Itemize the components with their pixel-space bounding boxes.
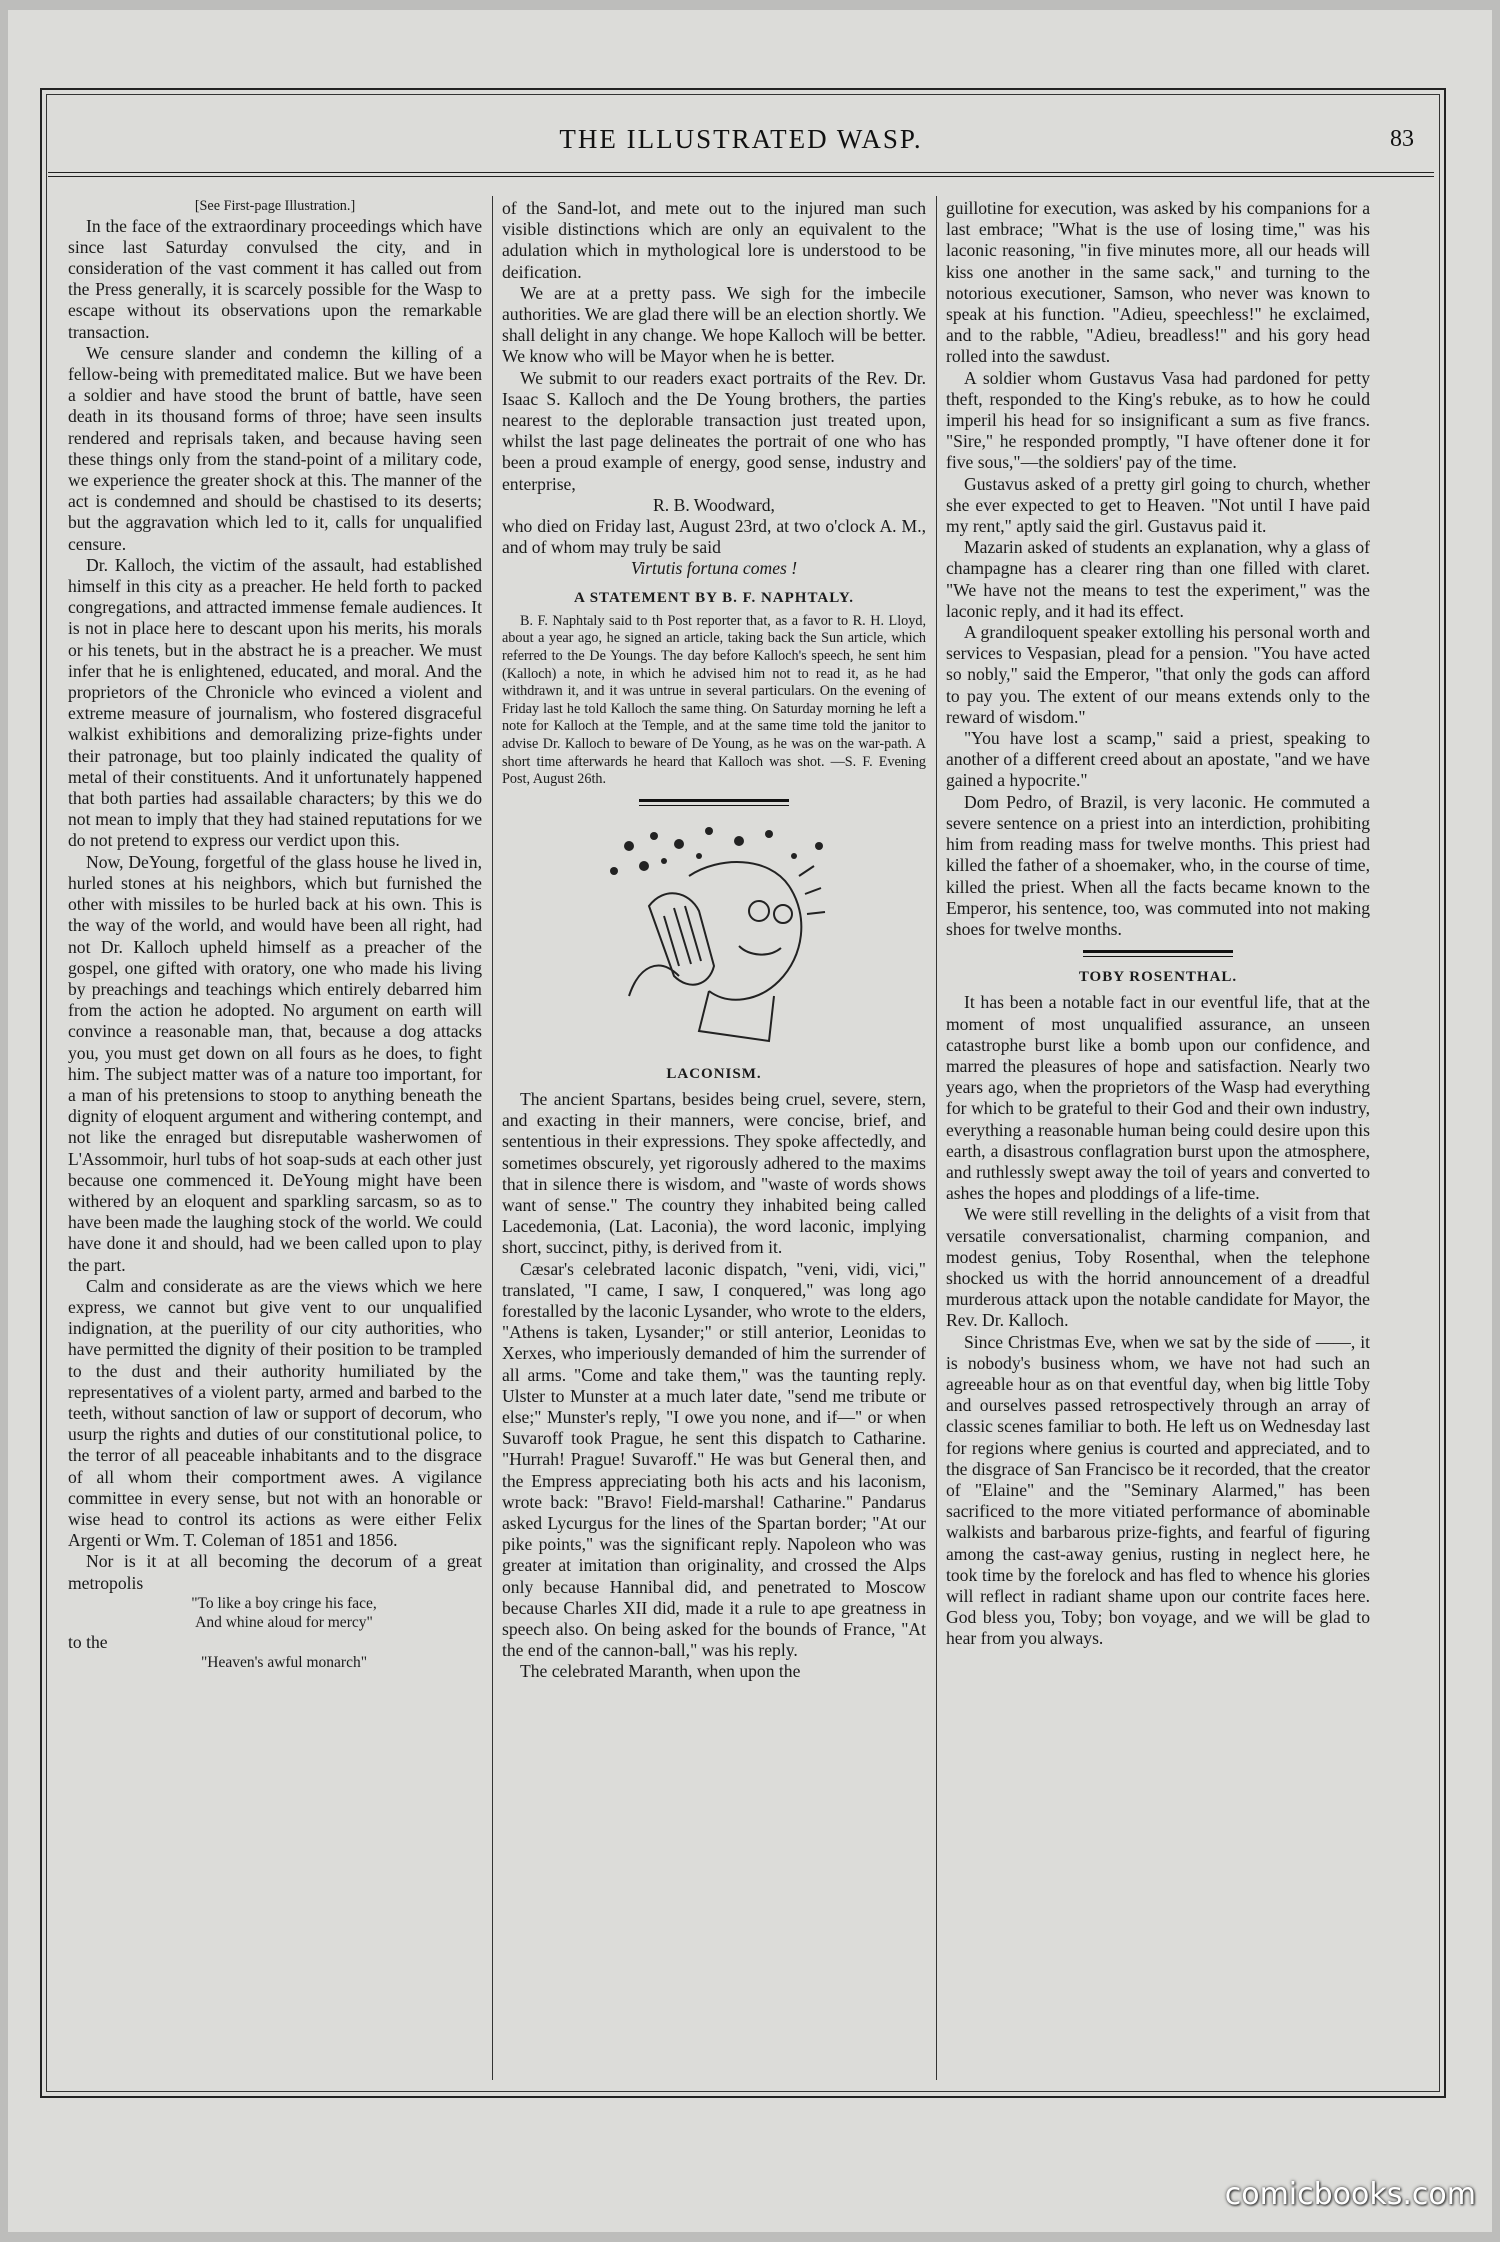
column-3 bbox=[946, 198, 1370, 2078]
latin-motto: Virtutis fortuna comes ! bbox=[630, 558, 798, 579]
paragraph: Since Christmas Eve, when we sat by the side of ——, it is nobody's business whom, we have not had such an agreeable hour as on that eventful day, when big little Toby and ourselves passed retrospectively through an array of classic scenes familiar to both. He left us on Wednesday last for regions where genius is courted and appreciated, and to the disgrace of San Francisco be it recorded, that the creator of "Elaine" and the "Seminary Alarmed," has been sacrificed to the more vitiated performance of abominable walkists and barbarous prize-fights, and fearful of figuring among the cast-away genius, rusting in neglect here, he took time by the forelock and has fled to whence his glories will reflect in radiant shame upon our contrite faces here. God bless you, Toby; bon voyage, and we will be glad to hear from you always. bbox=[946, 1331, 1370, 1649]
paragraph: Gustavus asked of a pretty girl going to church, whether she ever expected to get to Heaven. "Not until I have paid my rent," aptly said the girl. Gustavus paid it. bbox=[946, 473, 1370, 537]
paragraph: Dr. Kalloch, the victim of the assault, had established himself in this city as a preacher. He held forth to packed congregations, and attracted immense female audiences. It is not in place here to descant upon his merits, his morals or his tenets, but in the abstract he is a preacher. We must infer that he is enlightened, educated, and moral. And the proprietors of the Chronicle who evinced a violent and extreme measure of journalism, who fostered disgraceful walkist exhibitions and demoralizing prize-fights under their patronage, but too plainly indicated the quality of metal of their constituents. And it unfortunately happened that both parties had assailable characters; by this we do not mean to imply that they had stained reputations for we do not pretend to express our verdict upon this. bbox=[68, 554, 482, 851]
masthead-title: THE ILLUSTRATED WASP. bbox=[559, 124, 923, 154]
laconism-heading: LACONISM. bbox=[666, 1065, 762, 1082]
person-name: R. B. Woodward, bbox=[653, 494, 775, 515]
paragraph: The celebrated Maranth, when upon the bbox=[520, 1661, 801, 1682]
paragraph: We censure slander and condemn the killing of a fellow-being with premeditated malice. But we have been a soldier and have stood the brunt of battle, have seen death in its thousand forms of throe; have seen insults rendered and reprisals taken, and because having seen these things only from the stand-point of a military code, we experience the greater shock at this. The manner of the act is condemned and should be chastised to its deserts; but the aggravation which led to it, calls for unqualified censure. bbox=[68, 342, 482, 554]
verse-line: "Heaven's awful monarch" bbox=[200, 1654, 368, 1671]
paragraph: A grandiloquent speaker extolling his personal worth and services to Vespasian, plead for a pension. "You have acted so nobly," said the Emperor, "that only the gods can afford to pay you. The extent of our means extends only to the reward of wisdom." bbox=[946, 622, 1370, 727]
paragraph: Dom Pedro, of Brazil, is very laconic. He commuted a severe sentence on a priest into an interdiction, prohibiting him from reading mass for twelve months. This priest had killed the father of a shoemaker, who, in the course of time, killed the priest. When all the facts became known to the Emperor, his sentence, too, was commuted into not making shoes for twelve months. bbox=[946, 791, 1370, 939]
paragraph: We are at a pretty pass. We sigh for the imbecile authorities. We are glad there will be an election shortly. We shall delight in any change. We hope Kalloch will be better. We know who will be Mayor when he is better. bbox=[502, 282, 926, 367]
column-divider bbox=[492, 196, 493, 2080]
see-illustration-note: [See First-page Illustration.] bbox=[194, 198, 356, 214]
column-2 bbox=[502, 198, 926, 2078]
paragraph: We submit to our readers exact portraits of the Rev. Dr. Isaac S. Kalloch and the De Young brothers, the parties nearest to the deplorable transaction just treated upon, whilst the last page delineates the portrait of one who has been a proud example of energy, good sense, industry and enterprise, bbox=[502, 367, 926, 494]
paragraph: It has been a notable fact in our eventful life, that at the moment of most unqualified assurance, an unseen catastrophe burst like a bomb upon our confidence, and marred the pleasures of hope and satisfaction. Nearly two years ago, when the proprietors of the Wasp had everything for which to be grateful to their God and their own industry, everything a reasonable human being could desire upon this earth, a disastrous conflagration burst upon the atmosphere, and ruthlessly swept away the toil of years and converted to ashes the hopes and ploddings of a life-time. bbox=[946, 992, 1370, 1204]
verse-line: "To like a boy cringe his face, bbox=[191, 1594, 377, 1612]
section-divider bbox=[639, 799, 789, 806]
laconism-illustration bbox=[569, 816, 859, 1056]
section-divider bbox=[1083, 950, 1233, 957]
header-rule bbox=[48, 172, 1434, 173]
statement-text: B. F. Naphtaly said to th Post reporter that, as a favor to R. H. Lloyd, about a year ago, he signed an article, taking back the Sun article, which referred to the De Youngs. The day before Kalloch's speech, he sent him (Kalloch) a note, in which he advised him not to read it, as he had withdrawn it, and it was untrue in several particulars. On the evening of Friday last he told Kalloch the same thing. On Saturday morning he left a note for Kalloch at the Temple, and at the same time told the janitor to advise Dr. Kalloch to beware of De Young, as he was on the war-path. A short time afterwards he heard that Kalloch was shot. —S. F. Evening Post, August 26th. bbox=[502, 612, 926, 788]
paragraph: We were still revelling in the delights of a visit from that versatile conversationalist, charming companion, and modest genius, Toby Rosenthal, when the telephone shocked us with the horrid announcement of a dreadful murderous attack upon the notable candidate for Mayor, the Rev. Dr. Kalloch. bbox=[946, 1204, 1370, 1331]
paragraph: guillotine for execution, was asked by his companions for a last embrace; "What is the use of losing time," was his laconic reasoning, "in five minutes more, all our heads will kiss one another in the same sack," and turning to the notorious executioner, Samson, who never was known to speak at his function. "Adieu, speechless!" he exclaimed, and to the rabble, "Adieu, breadless!" and his gory head rolled into the sawdust. bbox=[946, 198, 1370, 367]
column-1 bbox=[68, 198, 482, 2078]
paragraph: The ancient Spartans, besides being cruel, severe, stern, and exacting in their manners, were concise, brief, and sententious in their expressions. They spoke affectedly, and sometimes obscurely, yet rigorously adhered to the maxims that in silence there is wisdom, and "waste of words shows want of sense." The country they inhabited being called Lacedemonia, (Lat. Laconia), the word laconic, implying short, succinct, pithy, is derived from it. bbox=[502, 1089, 926, 1258]
verse-line: And whine aloud for mercy" bbox=[195, 1613, 373, 1631]
paragraph: to the bbox=[68, 1631, 108, 1652]
column-divider bbox=[936, 196, 937, 2080]
paragraph: Cæsar's celebrated laconic dispatch, "veni, vidi, vici," translated, "I came, I saw, I conquered," was long ago forestalled by the laconic Lysander, who wrote to the elders, "Athens is taken, Lysander;" or still anterior, Leonidas to Xerxes, who imperiously demanded of him the surrender of all arms. "Come and take them," was the taunting reply. Ulster to Munster at a much later date, "send me tribute or else;" Munster's reply, "I owe you none, and if—" or when Suvaroff took Prague, he sent this dispatch to Catharine. "Hurrah! Prague! Suvaroff." He was but General then, and the Empress appreciating both his acts and his laconism, wrote back: "Bravo! Field-marshal! Catharine." Pandarus asked Lycurgus for the lines of the Spartan border; "At our pike points," was the significant reply. Napoleon who was greater at imitation than originality, and crossed the Alps only because Hannibal did, and penetrated to Moscow because Charles XII did, made it a rule to ape greatness in speech also. On being asked for the bounds of France, "At the end of the cannon-ball," was his reply. bbox=[502, 1258, 926, 1661]
page-number: 83 bbox=[1390, 126, 1414, 152]
paragraph: In the face of the extraordinary proceedings which have since last Saturday convulsed the city, and in consideration of the vast comment it has called out from the Press generally, it is scarcely possible for the Wasp to escape without its observations upon the remarkable transaction. bbox=[68, 215, 482, 342]
paragraph: Nor is it at all becoming the decorum of a great metropolis bbox=[68, 1551, 482, 1593]
header-rule-2 bbox=[48, 176, 1434, 177]
paragraph: who died on Friday last, August 23rd, at two o'clock A. M., and of whom may truly be said bbox=[502, 516, 926, 558]
paragraph: "You have lost a scamp," said a priest, speaking to another of a different creed about an apostate, "and we have gained a hypocrite." bbox=[946, 728, 1370, 791]
paragraph: of the Sand-lot, and mete out to the injured man such visible distinctions which are only an equivalent to the adulation which in mythological lore is understood to be deification. bbox=[502, 198, 926, 282]
paragraph: A soldier whom Gustavus Vasa had pardoned for petty theft, responded to the King's rebuke, as to how he could imperil his head for so insignificant a sum as five francs. "Sire," he responded promptly, "I have oftener done it for five sous,"—the soldiers' pay of the time. bbox=[946, 367, 1370, 473]
paragraph: Calm and considerate as are the views which we here express, we cannot but give vent to our unqualified indignation, at the puerility of our city authorities, who have permitted the dignity of their position to be trampled to the dust and their authority humiliated by the representatives of a violent party, armed and barbed to the teeth, without sanction of law or support of decorum, who usurp the rights and duties of our constitutional police, to the terror of all peaceable inhabitants and to the disgrace of all whom their comportment awes. A vigilance committee in every sense, but not with an honorable or wise head to control its actions as were either Felix Argenti or Wm. T. Coleman of 1851 and 1856. bbox=[68, 1275, 482, 1551]
paragraph: Mazarin asked of students an explanation, why a glass of champagne has a clearer ring than one filled with claret. "We have not the means to test the experiment," was the laconic reply, and it had its effect. bbox=[946, 537, 1370, 621]
site-watermark: comicbooks.com bbox=[1224, 2177, 1476, 2212]
paragraph: Now, DeYoung, forgetful of the glass house he lived in, hurled stones at his neighbors, which but furnished the other with missiles to be hurled back at his own. This is the way of the world, and would have been all right, had not Dr. Kalloch upheld himself as a preacher of the gospel, one gifted with oratory, one who made his living by preachings and teachings which entirely debarred him from the action he adopted. No argument on earth will convince a reasonable man, that, because a dog attacks you, you must get down on all fours as he does, to fight him. The subject matter was of a nature too important, for a man of his pretensions to stoop to anything beneath the dignity of eloquent argument and withering contempt, and not like the enraged but disreputable washerwomen of L'Assommoir, hurl tubs of hot soap-suds at each other just because one commenced it. DeYoung might have been withered by an eloquent and sparkling sarcasm, so as to have been made the laughing stock of the world. We could have done it and should, had we been called upon to play the part. bbox=[68, 851, 482, 1275]
page-header bbox=[48, 104, 1434, 164]
statement-heading: A STATEMENT BY B. F. NAPHTALY. bbox=[573, 589, 855, 606]
toby-heading: TOBY ROSENTHAL. bbox=[1078, 969, 1238, 986]
